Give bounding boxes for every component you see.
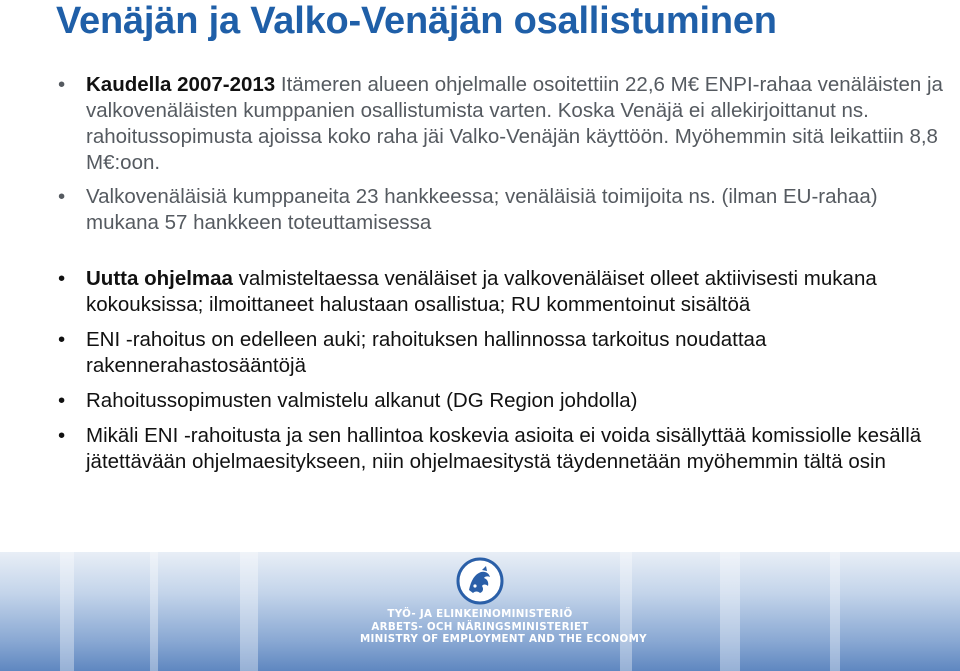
list-item: [58, 423, 948, 475]
list-item: [58, 388, 948, 414]
bullet-text: Itämeren alueen ohjelmalle osoitettiin 22,6 M€ ENPI-rahaa venäläisten ja valkovenäläisten kumppanien osallistumista varten. Koska Venäjä ei allekirjoittanut ns. rahoitussopimusta ajoissa koko raha jäi Valko-Venäjän käyttöön. Myöhemmin sitä leikattiin 8,8 M€:oon.: [86, 73, 943, 174]
bullet-text: ENI -rahoitus on edelleen auki; rahoituksen hallinnossa tarkoitus noudattaa rakennerahastosääntöjä: [86, 328, 767, 377]
bullet-list: [58, 72, 948, 475]
bullet-text: Valkovenäläisiä kumppaneita 23 hankkeessa; venäläisiä toimijoita ns. (ilman EU-rahaa) mukana 57 hankkeen toteuttamisessa: [86, 185, 878, 234]
ministry-line-sv: ARBETS- OCH NÄRINGSMINISTERIET: [371, 620, 589, 633]
bullet-glyph: •: [58, 185, 66, 208]
bullet-text: Rahoitussopimusten valmistelu alkanut (DG Region johdolla): [86, 389, 638, 412]
bullet-text: Mikäli ENI -rahoitusta ja sen hallintoa koskevia asioita ei voida sisällyttää komissiolle kesällä jätettävään ohjelmaesitykseen, niin ohjelmaesitystä täydennetään myöhemmin tältä osin: [86, 424, 922, 473]
bullet-text: valmisteltaessa venäläiset ja valkovenäläiset olleet aktiivisesti mukana kokouksissa; ilmoittaneet halustaan osallistua; RU kommentoinut sisältöä: [86, 267, 877, 316]
list-item: [58, 184, 948, 236]
list-item: [58, 266, 948, 318]
bullet-glyph: •: [58, 267, 66, 290]
bullet-glyph: •: [58, 73, 66, 96]
bullet-glyph: •: [58, 424, 66, 447]
ministry-line-fi: TYÖ- JA ELINKEINOMINISTERIÖ: [387, 608, 573, 620]
bullet-bold-lead: Kaudella 2007-2013: [86, 73, 276, 96]
bullet-glyph: •: [58, 389, 66, 412]
lion-crest-icon: [455, 556, 505, 606]
page-title: Venäjän ja Valko-Venäjän osallistuminen: [56, 0, 777, 42]
list-item: [58, 72, 948, 176]
ministry-name: [360, 608, 647, 646]
bullet-glyph: •: [58, 328, 66, 351]
bullet-bold-lead: Uutta ohjelmaa: [86, 267, 233, 290]
list-item: [58, 327, 948, 379]
ministry-line-en: MINISTRY OF EMPLOYMENT AND THE ECONOMY: [360, 633, 647, 645]
